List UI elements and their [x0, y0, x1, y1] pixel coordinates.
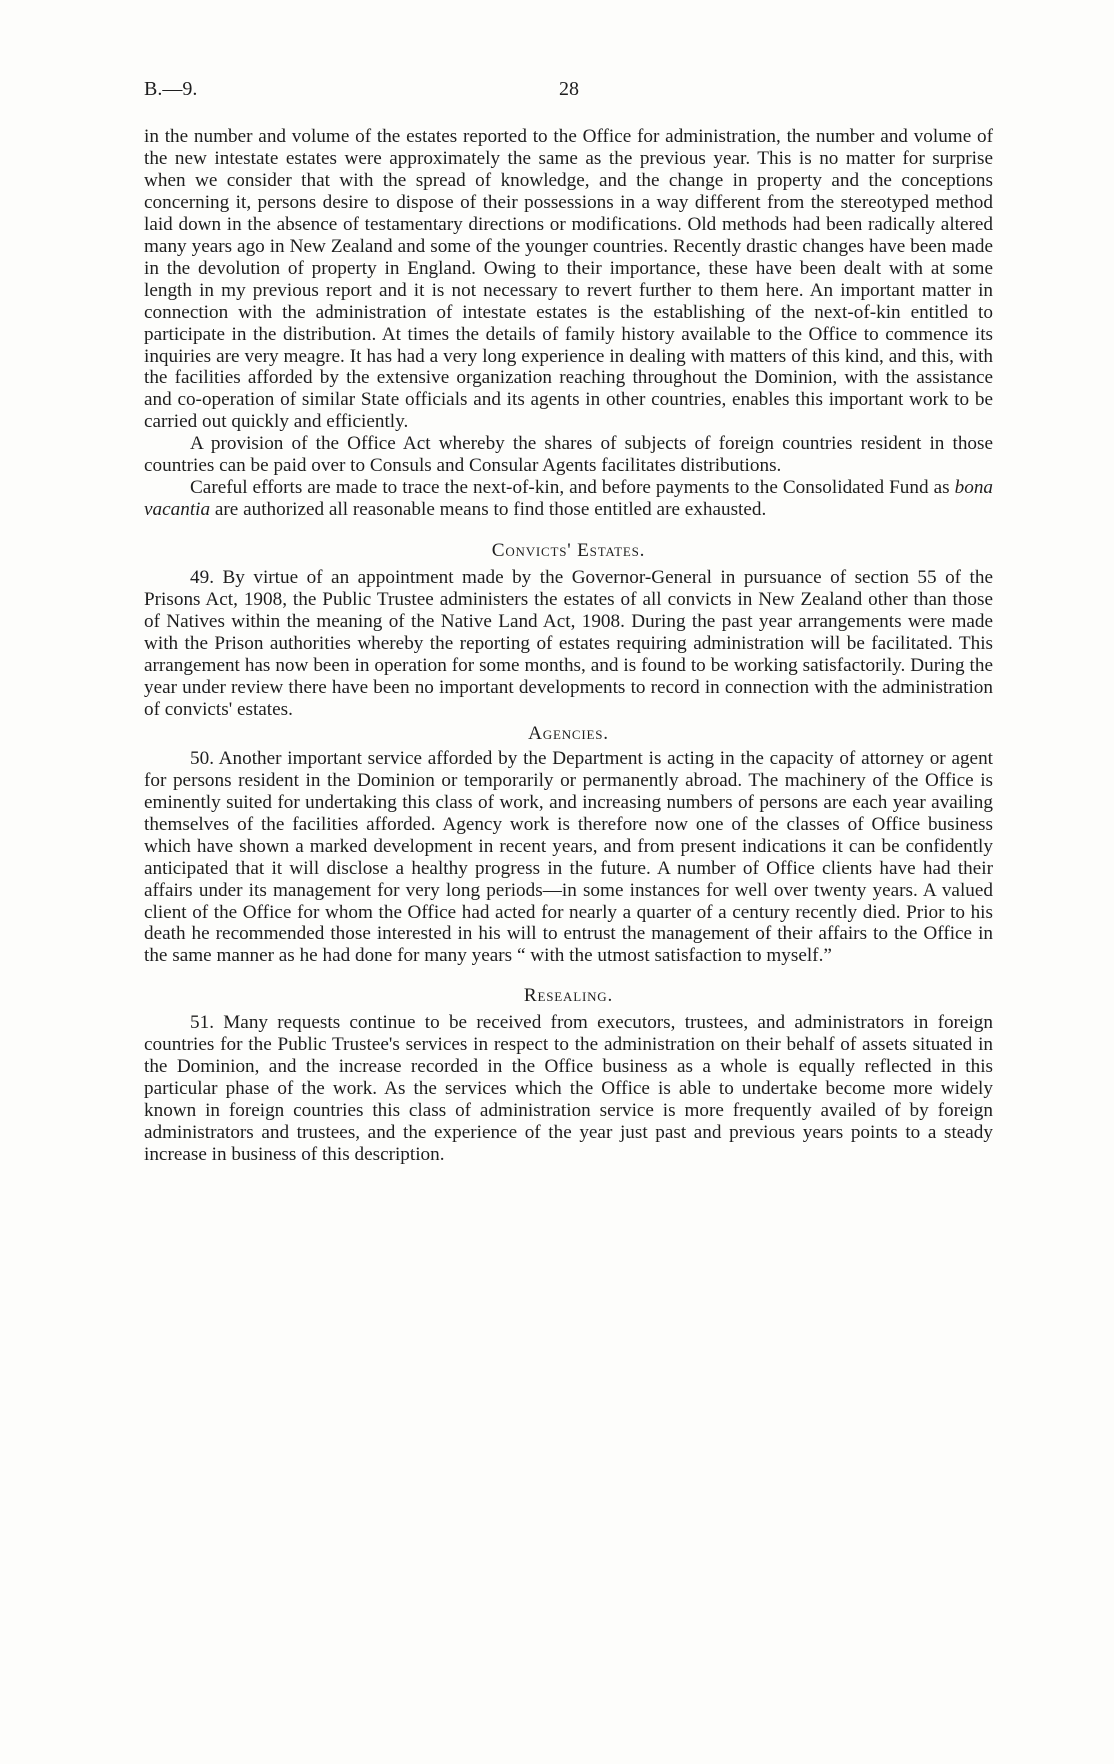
body-text	[144, 126, 993, 1166]
section-heading-convicts-estates: Convicts' Estates.	[491, 540, 646, 562]
text-segment: are authorized all reasonable means to find those entitled are exhausted.	[210, 499, 767, 521]
text-segment: Careful efforts are made to trace the next-of-kin, and before payments to the Consolidated Fund as	[190, 477, 955, 499]
paragraph-51: 51. Many requests continue to be received from executors, trustees, and administrators in foreign countries for the Public Trustee's services in respect to the administration on their behalf of assets situated in the Dominion, and the increase recorded in the Office business as a whole is equally reflected in this particular phase of the work. As the services which the Office is able to undertake become more widely known in foreign countries this class of administration service is more frequently availed of by foreign administrators and trustees, and the experience of the year just past and previous years points to a steady increase in business of this description.	[144, 1012, 993, 1166]
paragraph-50: 50. Another important service afforded by the Department is acting in the capacity of attorney or agent for persons resident in the Dominion or temporarily or permanently abroad. The machinery of the Office is eminently suited for undertaking this class of work, and increasing numbers of persons are each year availing themselves of the facilities afforded. Agency work is therefore now one of the classes of Office business which have shown a marked development in recent years, and from present indications it can be confidently anticipated that it will disclose a healthy progress in the future. A number of Office clients have had their affairs under its management for very long periods—in some instances for well over twenty years. A valued client of the Office for whom the Office had acted for nearly a quarter of a century recently died. Prior to his death he recommended those interested in his will to entrust the management of their affairs to the Office in the same manner as he had done for many years “ with the utmost satisfaction to myself.”	[144, 747, 993, 967]
section-heading-agencies: Agencies.	[528, 722, 609, 744]
paragraph-consuls: A provision of the Office Act whereby the shares of subjects of foreign countries resident in those countries can be paid over to Consuls and Consular Agents facilitates distributions.	[144, 433, 993, 477]
section-heading-resealing: Resealing.	[523, 985, 614, 1007]
document-reference: B.—9.	[144, 78, 198, 100]
page-header	[144, 78, 994, 108]
paragraph-next-of-kin	[144, 477, 993, 521]
page-number: 28	[559, 78, 579, 100]
italic-term: bona vacantia	[144, 477, 993, 521]
paragraph-49: 49. By virtue of an appointment made by the Governor-General in pursuance of section 55 of the Prisons Act, 1908, the Public Trustee administers the estates of all convicts in New Zealand other than those of Natives within the meaning of the Native Land Act, 1908. During the past year arrangements were made with the Prison authorities whereby the reporting of estates requiring administration will be facilitated. This arrangement has now been in operation for some months, and is found to be working satisfactorily. During the year under review there have been no important developments to record in connection with the administration of convicts' estates.	[144, 567, 993, 720]
paragraph-continuation: in the number and volume of the estates reported to the Office for administration, the number and volume of the new intestate estates were approximately the same as the previous year. This is no matter for surprise when we consider that with the spread of knowledge, and the change in property and the conceptions concerning it, persons desire to dispose of their possessions in a way different from the stereotyped method laid down in the absence of testamentary directions or modifications. Old methods had been radically altered many years ago in New Zealand and some of the younger countries. Recently drastic changes have been made in the devolution of property in England. Owing to their importance, these have been dealt with at some length in my previous report and it is not necessary to revert further to them here. An important matter in connection with the administration of intestate estates is the establishing of the next-of-kin entitled to participate in the distribution. At times the details of family history available to the Office to commence its inquiries are very meagre. It has had a very long experience in dealing with matters of this kind, and this, with the facilities afforded by the extensive organization reaching throughout the Dominion, with the assistance and co-operation of similar State officials and its agents in other countries, enables this important work to be carried out quickly and efficiently.	[144, 126, 993, 433]
